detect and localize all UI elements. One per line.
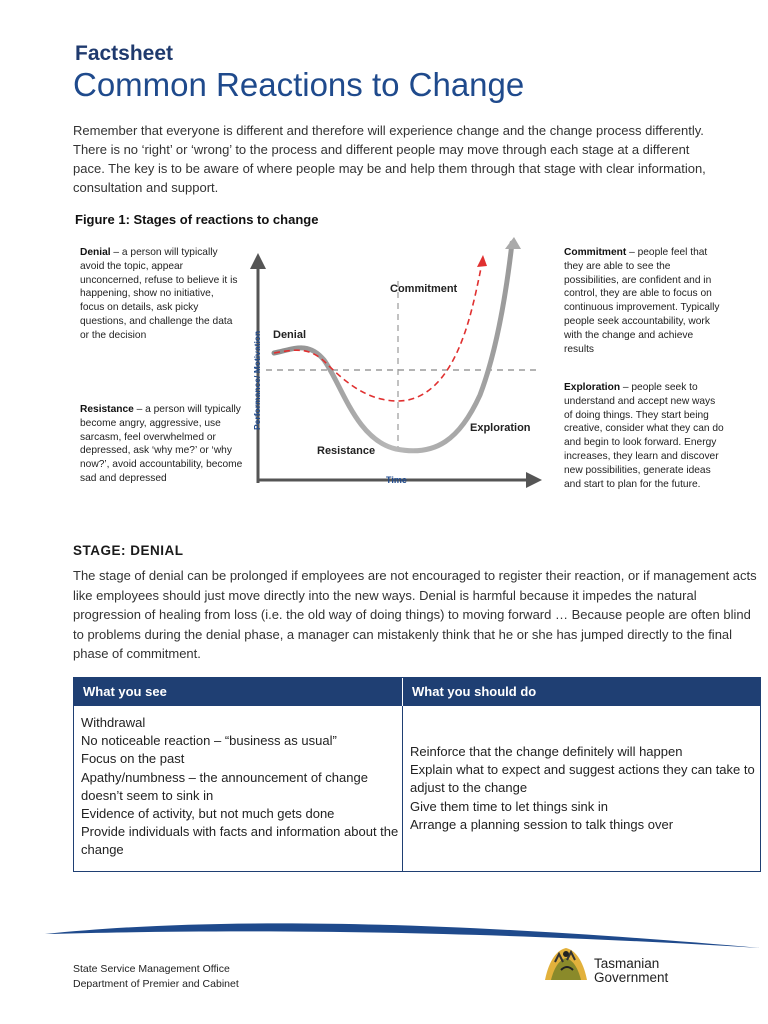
intro-paragraph: Remember that everyone is different and therefore will experience change and the change process differently. There is no ‘right’ or ‘wrong’ to the process and different people may move through each stage at a different pace. The key is to be aware of where people may be and help them through that stage with clear information, consultation and support.: [73, 123, 706, 195]
figure-caption: Figure 1: Stages of reactions to change: [75, 212, 319, 227]
factsheet-label: Factsheet: [75, 42, 174, 65]
label-resistance: Resistance: [317, 445, 376, 457]
x-axis-label: Time: [386, 475, 407, 485]
header-what-you-should-do: What you should do: [412, 684, 537, 699]
label-denial: Denial: [273, 329, 307, 341]
stage-paragraph: The stage of denial can be prolonged if employees are not encouraged to register their reaction, or if management acts like employees should just move directly into the new ways. Denial is harmful because it impedes the natural progression of healing from loss (i.e. the old way of doing things) to moving forward … Because people are often blind to problems during the denial phase, a manager can mistakenly think that he or she has jumped directly to the final phase of commitment.: [73, 568, 757, 662]
footer-wave-stroke: [45, 923, 760, 948]
stage-heading: STAGE: DENIAL: [73, 543, 184, 558]
see-item: Evidence of activity, but not much gets done: [81, 806, 335, 822]
office-line-2: Department of Premier and Cabinet: [73, 977, 239, 990]
resistance-term: Resistance: [80, 404, 134, 415]
x-axis-arrowhead: [526, 472, 542, 488]
page-title: Common Reactions to Change: [73, 66, 525, 103]
do-item: Explain what to expect and suggest actions they can take to adjust to the change: [410, 762, 755, 796]
label-commitment: Commitment: [390, 283, 458, 295]
resistance-text: – a person will typically become angry, aggressive, use sarcasm, feel overwhelmed or depressed, ask ‘why me?’ or ‘why now?’, avoid accountability, become sad and depressed: [80, 404, 243, 484]
exploration-text: – people seek to understand and accept new ways of doing things. They start being creative, consider what they can do and begin to look forward. Energy increases, they learn and discover new possibilities, generate ideas and start to plan for the future.: [564, 382, 724, 490]
exploration-description: [564, 381, 724, 491]
do-item: Arrange a planning session to talk things over: [410, 816, 674, 832]
denial-term: Denial: [80, 247, 111, 258]
denial-description: [80, 246, 240, 343]
see-item: Focus on the past: [81, 751, 185, 767]
see-item: Provide individuals with facts and information about the change: [81, 824, 399, 858]
do-item: Give them time to let things sink in: [410, 798, 608, 814]
commitment-term: Commitment: [564, 247, 627, 258]
ideal-curve-arrowhead: [477, 255, 487, 267]
reaction-table: [73, 677, 761, 872]
see-item: Apathy/numbness – the announcement of change doesn’t seem to sink in: [81, 769, 368, 803]
tasmanian-tiger-logo-icon: [541, 940, 591, 984]
gov-line-2: Government: [594, 970, 669, 985]
see-cell: [74, 706, 403, 871]
exploration-term: Exploration: [564, 382, 621, 393]
reaction-curve-arrowhead: [505, 237, 521, 249]
y-axis-arrowhead: [250, 253, 266, 269]
change-curve-diagram: [246, 235, 556, 495]
label-exploration: Exploration: [470, 422, 531, 434]
gov-line-1: Tasmanian: [594, 956, 660, 971]
table-row: [74, 706, 760, 871]
commitment-text: – people feel that they are able to see the possibilities, are confident and in control, they are able to focus on continuous improvement. Typically people seek accountability, work with the change and achieve results: [564, 247, 720, 355]
office-line-1: State Service Management Office: [73, 963, 230, 975]
denial-text: – a person will typically avoid the topic, appear unconcerned, refuse to believe it is happening, show no initiative, focus on details, ask picky questions, and challenge the data or the decision: [80, 247, 238, 341]
header-what-you-see: What you see: [74, 678, 403, 706]
do-item: Reinforce that the change definitely will happen: [410, 744, 683, 759]
footer-office: [73, 962, 239, 991]
y-axis-label: Performance/ Motivation: [252, 330, 262, 430]
government-name: [594, 957, 668, 985]
table-header-row: [74, 678, 760, 706]
resistance-description: [80, 403, 252, 486]
see-item: No noticeable reaction – “business as usual”: [81, 733, 337, 749]
see-item: Withdrawal: [81, 715, 146, 730]
reaction-curve: [274, 243, 512, 451]
do-cell: [403, 706, 760, 871]
footer-wave: [0, 912, 768, 962]
commitment-description: [564, 246, 724, 356]
